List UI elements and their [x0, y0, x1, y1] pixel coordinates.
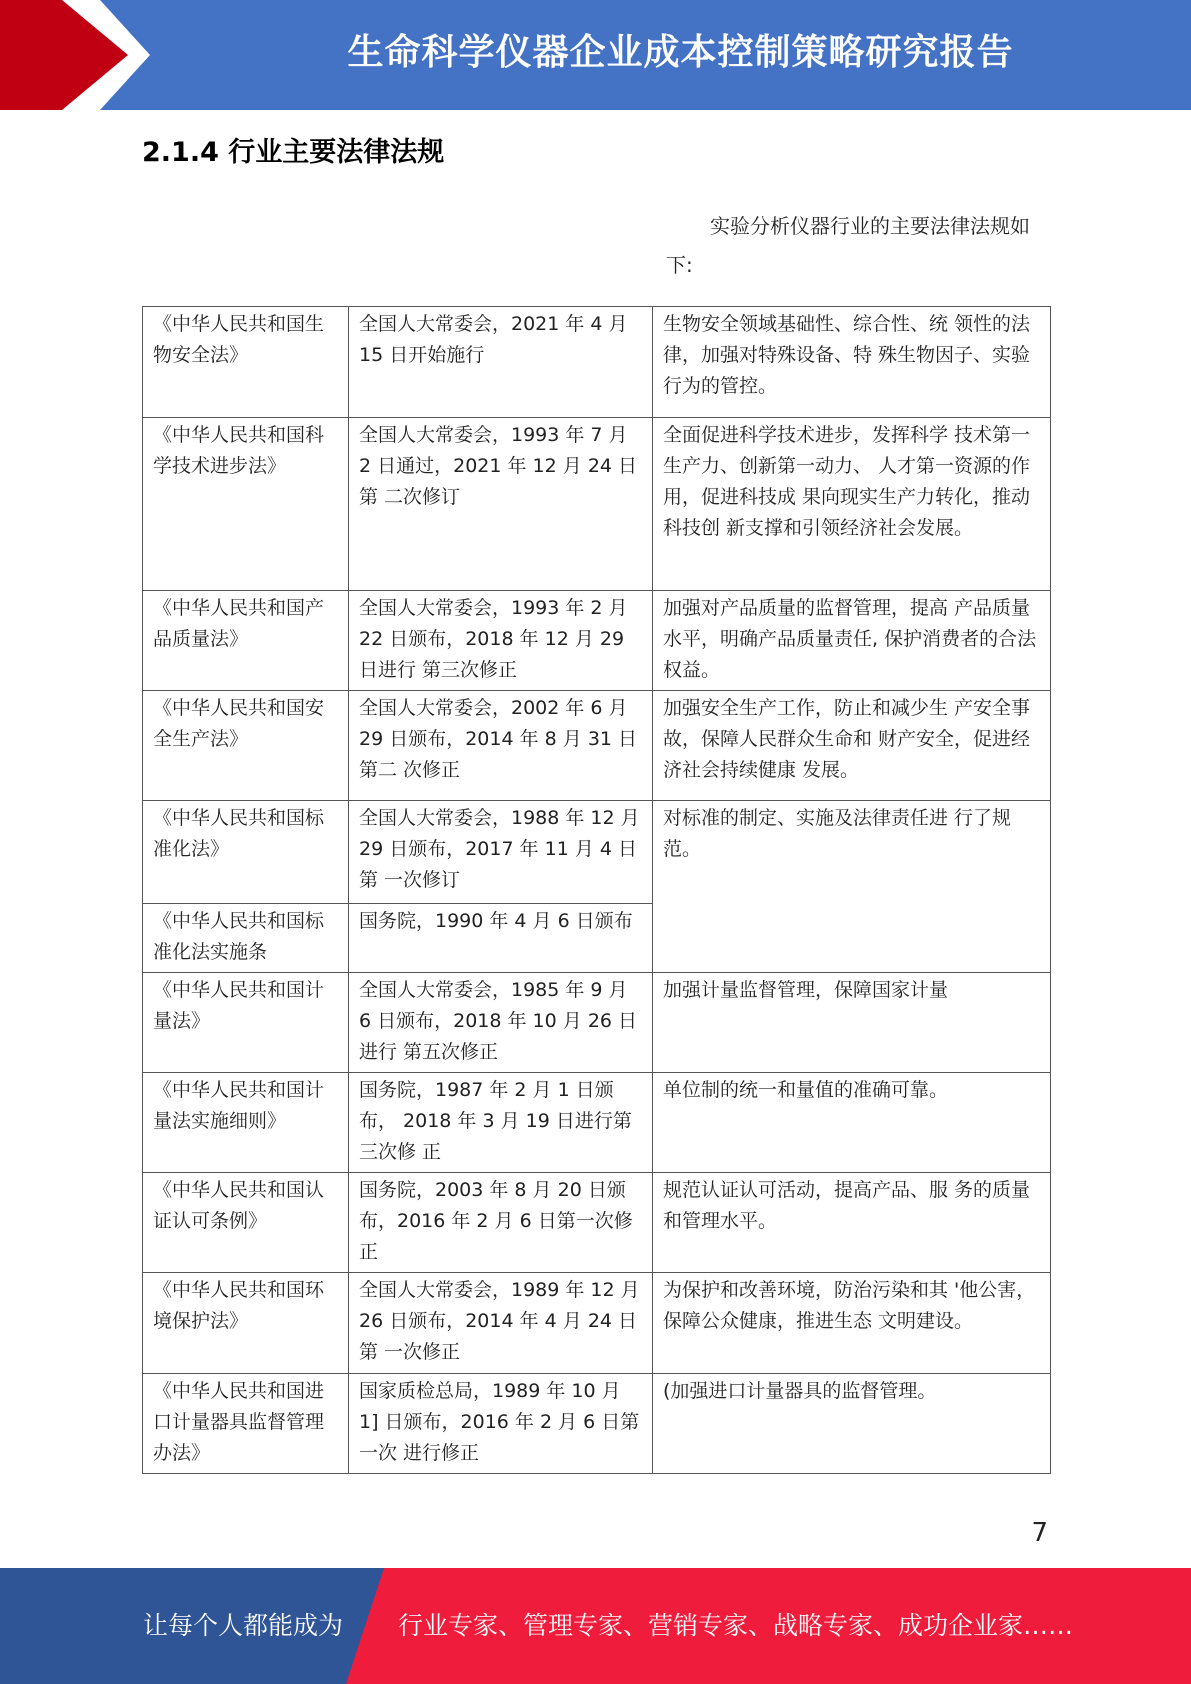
- law-purpose-cell: 对标准的制定、实施及法律责任进 行了规范。: [653, 801, 1051, 973]
- laws-table: [142, 306, 1051, 1474]
- page-number: 7: [1031, 1518, 1048, 1548]
- law-purpose-cell: 加强安全生产工作，防止和减少生 产安全事故，保障人民群众生命和 财产安全，促进经济社会持续健康 发展。: [653, 691, 1051, 801]
- law-name-cell: 《中华人民共和国标 准化法》: [143, 801, 349, 904]
- law-issuer-cell: 国务院，2003 年 8 月 20 日颁布，2016 年 2 月 6 日第一次修正: [349, 1173, 653, 1273]
- table-row: [143, 418, 1051, 591]
- footer-slogan-left: 让每个人都能成为: [143, 1611, 344, 1640]
- table-row: [143, 1374, 1051, 1474]
- intro-text-line-2: 下:: [666, 253, 693, 277]
- law-purpose-cell: (加强进口计量器具的监督管理。: [653, 1374, 1051, 1474]
- law-name-cell: 《中华人民共和国产 品质量法》: [143, 591, 349, 691]
- law-issuer-cell: 国务院，1987 年 2 月 1 日颁布， 2018 年 3 月 19 日进行第三次修 正: [349, 1073, 653, 1173]
- law-issuer-cell: 全国人大常委会，1988 年 12 月 29 日颁布，2017 年 11 月 4 日第 一次修订: [349, 801, 653, 904]
- intro-text-line-1: 实验分析仪器行业的主要法律法规如: [710, 214, 1030, 238]
- footer-slogan-right: 行业专家、管理专家、营销专家、战略专家、成功企业家……: [398, 1611, 1074, 1640]
- table-row: [143, 1273, 1051, 1374]
- page-header: [0, 0, 1191, 110]
- law-issuer-cell: 国务院，1990 年 4 月 6 日颁布: [349, 904, 653, 973]
- law-purpose-cell: 规范认证认可活动，提高产品、服 务的质量和管理水平。: [653, 1173, 1051, 1273]
- law-purpose-cell: 加强对产品质量的监督管理，提高 产品质量水平，明确产品质量责任, 保护消费者的合法权益。: [653, 591, 1051, 691]
- law-name-cell: 《中华人民共和国计 量法》: [143, 973, 349, 1073]
- law-issuer-cell: 全国人大常委会，2021 年 4 月 15 日开始施行: [349, 307, 653, 418]
- header-title: 生命科学仪器企业成本控制策略研究报告: [347, 32, 1014, 73]
- table-row: [143, 691, 1051, 801]
- law-issuer-cell: 全国人大常委会，1989 年 12 月 26 日颁布，2014 年 4 月 24 日第 一次修正: [349, 1273, 653, 1374]
- table-row: [143, 1073, 1051, 1173]
- law-purpose-cell: 为保护和改善环境，防治污染和其 '他公害，保障公众健康，推进生态 文明建设。: [653, 1273, 1051, 1374]
- table-row: [143, 1173, 1051, 1273]
- law-name-cell: 《中华人民共和国计 量法实施细则》: [143, 1073, 349, 1173]
- law-issuer-cell: 国家质检总局，1989 年 10 月 1] 日颁布，2016 年 2 月 6 日第一次 进行修正: [349, 1374, 653, 1474]
- law-issuer-cell: 全国人大常委会，1993 年 2 月 22 日颁布，2018 年 12 月 29 日进行 第三次修正: [349, 591, 653, 691]
- table-row: [143, 591, 1051, 691]
- law-name-cell: 《中华人民共和国认 证认可条例》: [143, 1173, 349, 1273]
- law-name-cell: 《中华人民共和国进 口计量器具监督管理 办法》: [143, 1374, 349, 1474]
- table-row: [143, 307, 1051, 418]
- law-purpose-cell: 全面促进科学技术进步，发挥科学 技术第一生产力、创新第一动力、 人才第一资源的作用，促进科技成 果向现实生产力转化，推动科技创 新支撑和引领经济社会发展。: [653, 418, 1051, 591]
- law-purpose-cell: 单位制的统一和量值的准确可靠。: [653, 1073, 1051, 1173]
- law-name-cell: 《中华人民共和国安 全生产法》: [143, 691, 349, 801]
- law-name-cell: 《中华人民共和国标 准化法实施条: [143, 904, 349, 973]
- law-name-cell: 《中华人民共和国生 物安全法》: [143, 307, 349, 418]
- table-row: [143, 801, 1051, 904]
- section-heading: 2.1.4 行业主要法律法规: [142, 137, 445, 168]
- law-issuer-cell: 全国人大常委会，2002 年 6 月 29 日颁布，2014 年 8 月 31 日第二 次修正: [349, 691, 653, 801]
- law-purpose-cell: 加强计量监督管理，保障国家计量: [653, 973, 1051, 1073]
- law-purpose-cell: 生物安全领域基础性、综合性、统 领性的法律，加强对特殊设备、特 殊生物因子、实验行为的管控。: [653, 307, 1051, 418]
- page-footer: [0, 1568, 1191, 1684]
- law-name-cell: 《中华人民共和国科 学技术进步法》: [143, 418, 349, 591]
- law-issuer-cell: 全国人大常委会，1993 年 7 月 2 日通过，2021 年 12 月 24 日第 二次修订: [349, 418, 653, 591]
- law-issuer-cell: 全国人大常委会，1985 年 9 月 6 日颁布，2018 年 10 月 26 日进行 第五次修正: [349, 973, 653, 1073]
- table-row: [143, 973, 1051, 1073]
- law-name-cell: 《中华人民共和国环 境保护法》: [143, 1273, 349, 1374]
